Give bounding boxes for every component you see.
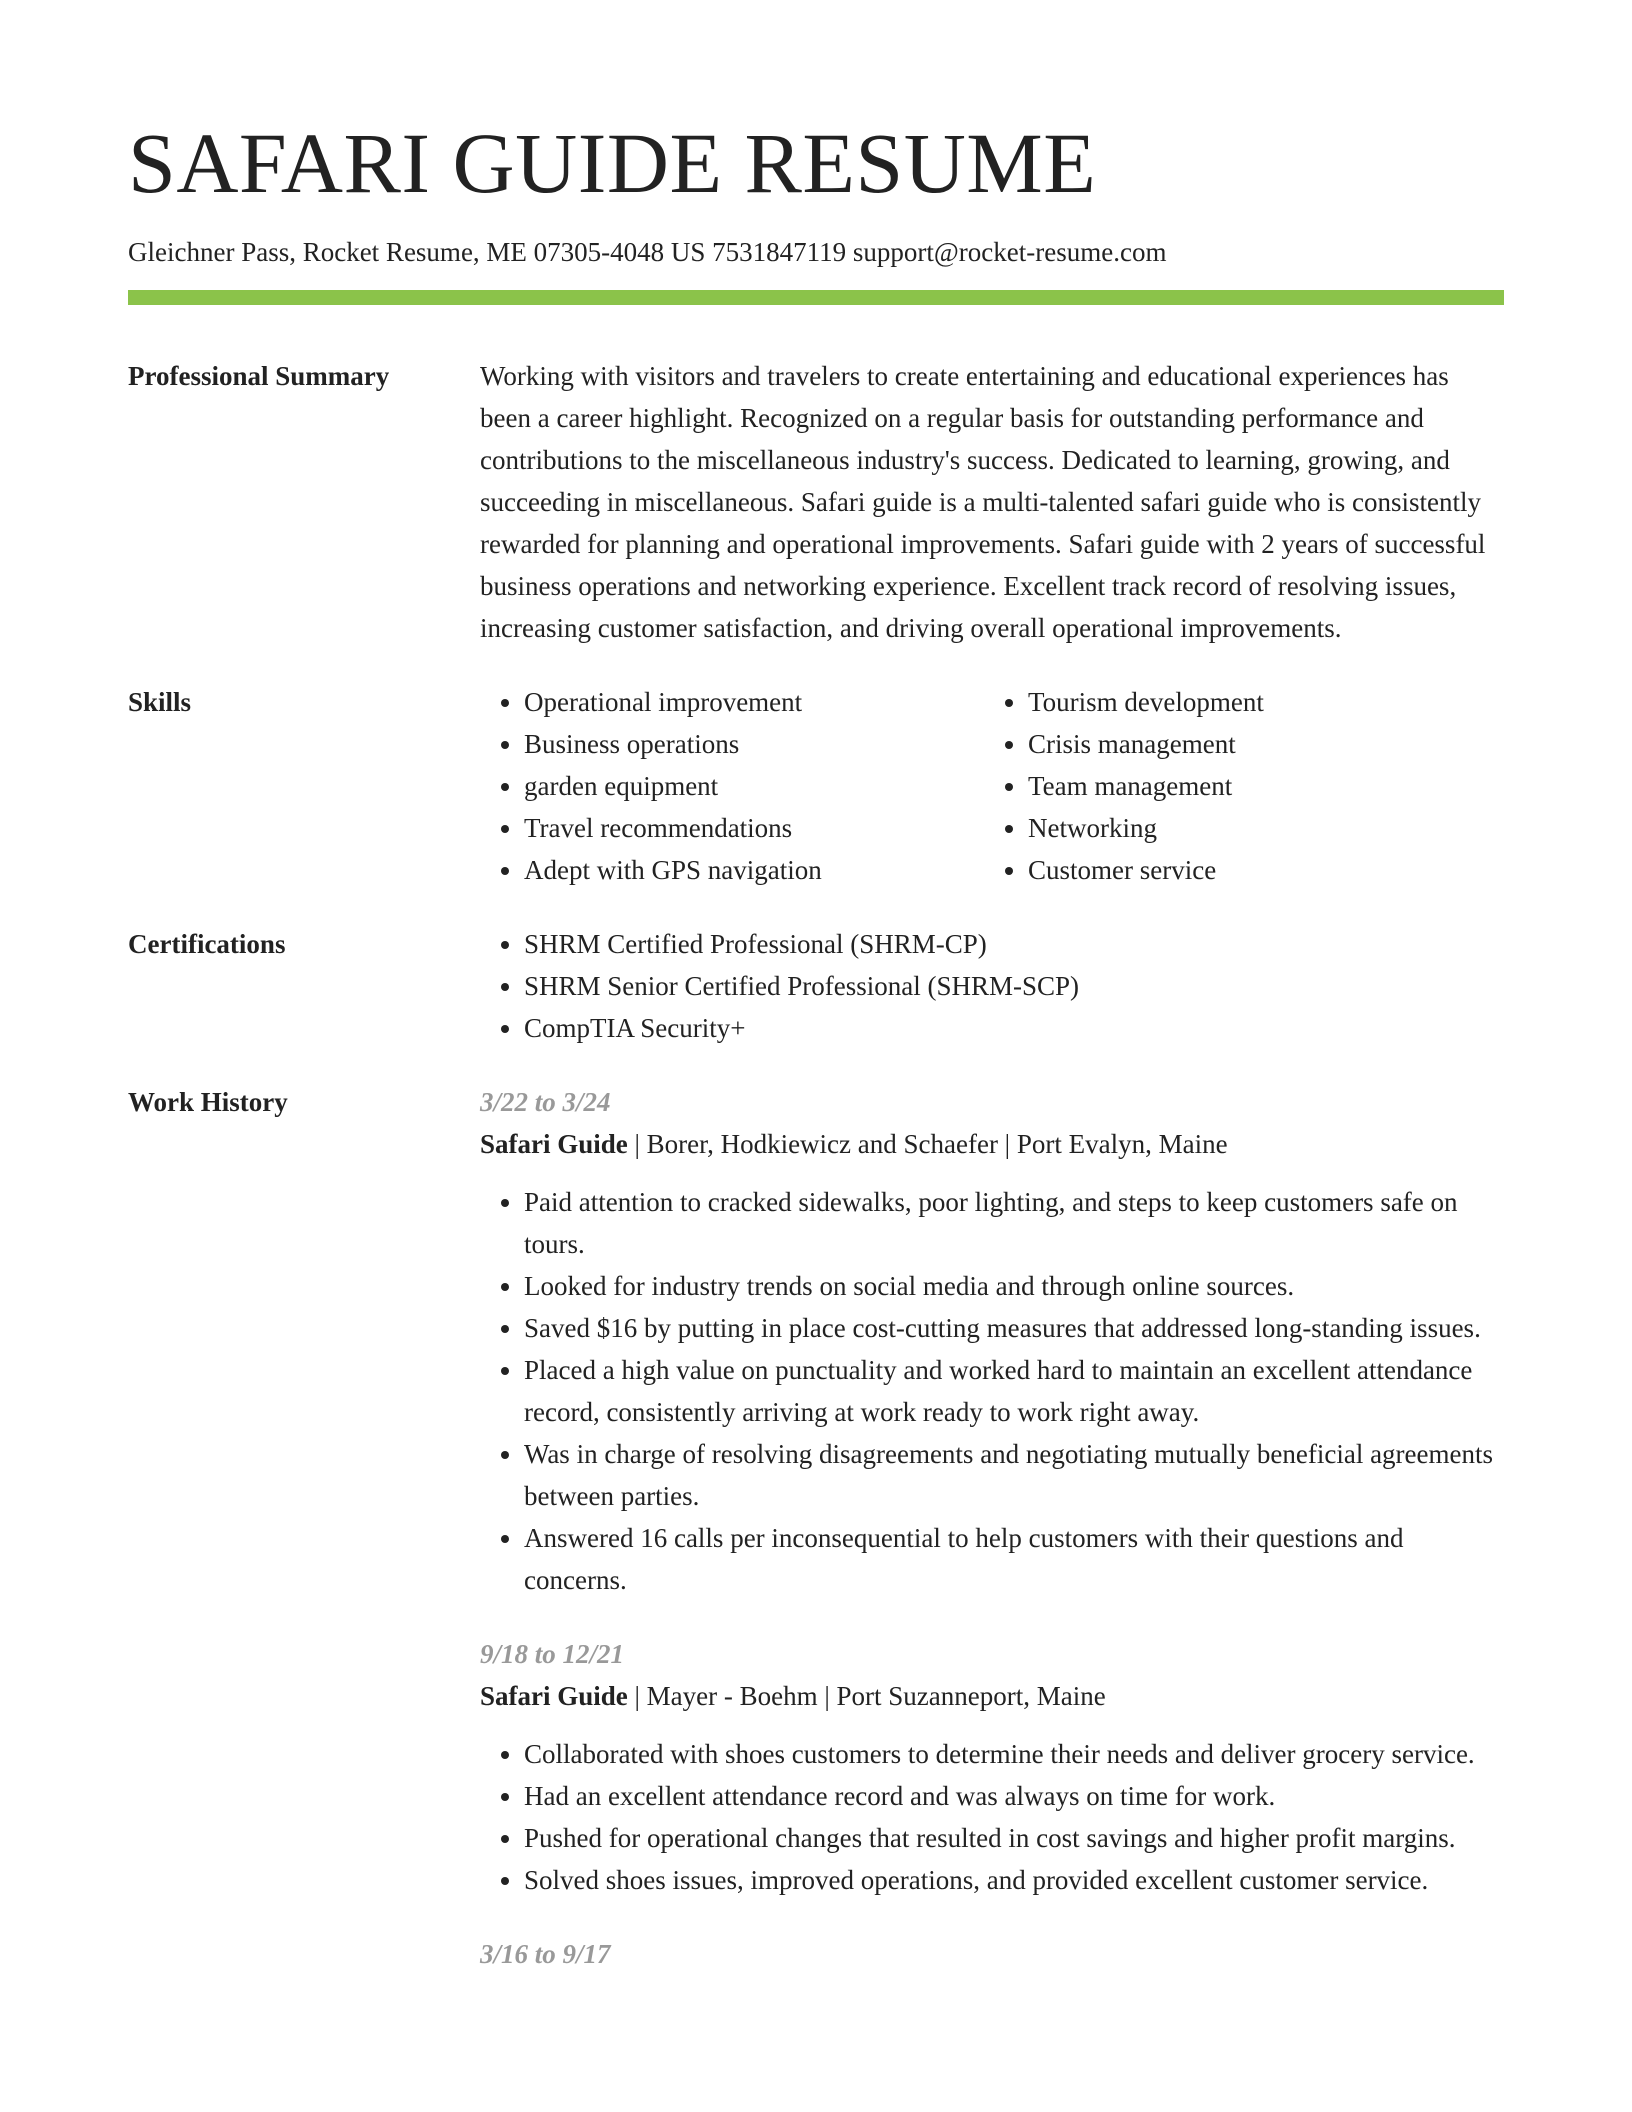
job-entry bbox=[480, 1933, 1504, 1975]
section-label-certifications: Certifications bbox=[128, 929, 286, 960]
job-bullet: • Looked for industry trends on social media and through online sources. bbox=[524, 1265, 1504, 1307]
skill-item: • Crisis management bbox=[1028, 723, 1488, 765]
job-title: Safari Guide bbox=[480, 1129, 628, 1160]
certifications-list bbox=[480, 923, 1504, 1049]
resume-page bbox=[128, 0, 1504, 1975]
page-title: SAFARI GUIDE RESUME bbox=[128, 115, 1097, 211]
skill-item: • Team management bbox=[1028, 765, 1488, 807]
job-dates: 3/22 to 3/24 bbox=[480, 1087, 611, 1118]
job-title: Safari Guide bbox=[480, 1681, 628, 1712]
contact-line: Gleichner Pass, Rocket Resume, ME 07305-4048 US 7531847119 support@rocket-resume.com bbox=[128, 237, 1167, 267]
skill-item: • Business operations bbox=[524, 723, 984, 765]
skill-item: • garden equipment bbox=[524, 765, 984, 807]
skills-list-left bbox=[480, 681, 984, 891]
job-bullet: • Placed a high value on punctuality and worked hard to maintain an excellent attendance record, consistently arriving at work ready to work right away. bbox=[524, 1349, 1504, 1433]
job-bullet: • Had an excellent attendance record and was always on time for work. bbox=[524, 1775, 1504, 1817]
skills-grid bbox=[480, 681, 1504, 891]
skill-item: • Tourism development bbox=[1028, 681, 1488, 723]
job-heading bbox=[480, 1123, 1504, 1165]
section-label-work-history: Work History bbox=[128, 1087, 288, 1118]
certification-item: • CompTIA Security+ bbox=[524, 1007, 1504, 1049]
section-label-skills: Skills bbox=[128, 687, 192, 718]
job-dates: 9/18 to 12/21 bbox=[480, 1639, 625, 1670]
certifications-section bbox=[128, 923, 1504, 1049]
job-bullet: • Paid attention to cracked sidewalks, poor lighting, and steps to keep customers safe on tours. bbox=[524, 1181, 1504, 1265]
skill-item: • Operational improvement bbox=[524, 681, 984, 723]
summary-section bbox=[128, 355, 1504, 649]
skills-list-right bbox=[984, 681, 1488, 891]
skill-item: • Networking bbox=[1028, 807, 1488, 849]
job-bullet: • Collaborated with shoes customers to determine their needs and deliver grocery service. bbox=[524, 1733, 1504, 1775]
skill-item: • Adept with GPS navigation bbox=[524, 849, 984, 891]
certification-item: • SHRM Senior Certified Professional (SHRM-SCP) bbox=[524, 965, 1504, 1007]
job-heading bbox=[480, 1675, 1504, 1717]
job-bullet: • Answered 16 calls per inconsequential to help customers with their questions and concerns. bbox=[524, 1517, 1504, 1601]
work-history-section bbox=[128, 1081, 1504, 1975]
header-divider bbox=[128, 290, 1504, 305]
skill-item: • Travel recommendations bbox=[524, 807, 984, 849]
certifications-body bbox=[480, 923, 1504, 1049]
certification-item: • SHRM Certified Professional (SHRM-CP) bbox=[524, 923, 1504, 965]
job-details: | Mayer - Boehm | Port Suzanneport, Maine bbox=[627, 1681, 1106, 1712]
job-bullet: • Saved $16 by putting in place cost-cutting measures that addressed long-standing issues. bbox=[524, 1307, 1504, 1349]
skills-section bbox=[128, 681, 1504, 891]
job-bullets bbox=[480, 1733, 1504, 1901]
job-bullet: • Solved shoes issues, improved operations, and provided excellent customer service. bbox=[524, 1859, 1504, 1901]
skill-item: • Customer service bbox=[1028, 849, 1488, 891]
job-bullet: • Was in charge of resolving disagreements and negotiating mutually beneficial agreements between parties. bbox=[524, 1433, 1504, 1517]
job-entry bbox=[480, 1081, 1504, 1601]
job-entry bbox=[480, 1633, 1504, 1901]
summary-text: Working with visitors and travelers to create entertaining and educational experiences has been a career highlight. Recognized on a regular basis for outstanding performance and contributions to the miscellaneous industry's success. Dedicated to learning, growing, and succeeding in miscellaneous. Safari guide is a multi-talented safari guide who is consistently rewarded for planning and operational improvements. Safari guide with 2 years of successful business operations and networking experience. Excellent track record of resolving issues, increasing customer satisfaction, and driving overall operational improvements. bbox=[480, 361, 1486, 644]
job-bullet: • Pushed for operational changes that resulted in cost savings and higher profit margins. bbox=[524, 1817, 1504, 1859]
job-bullets bbox=[480, 1181, 1504, 1601]
work-history-body bbox=[480, 1081, 1504, 1975]
section-label-summary: Professional Summary bbox=[128, 361, 390, 392]
job-details: | Borer, Hodkiewicz and Schaefer | Port Evalyn, Maine bbox=[627, 1129, 1228, 1160]
job-dates: 3/16 to 9/17 bbox=[480, 1939, 611, 1970]
